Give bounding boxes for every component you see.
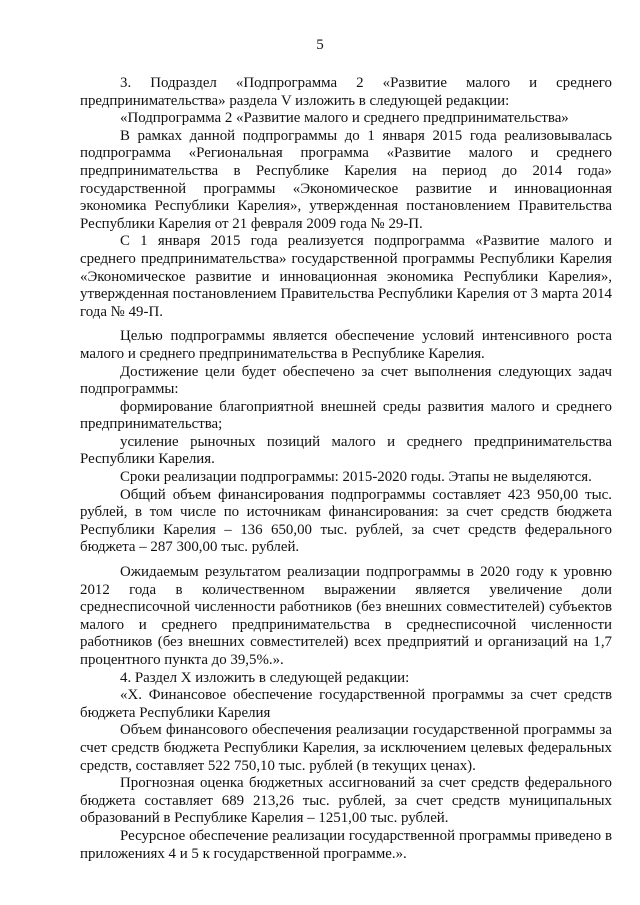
paragraph-task-1: формирование благоприятной внешней среды развития малого и среднего предпринимательства; bbox=[80, 398, 612, 433]
paragraph-section-3: 3. Подраздел «Подпрограмма 2 «Развитие малого и среднего предпринимательства» раздела V изложить в следующей редакции: bbox=[80, 75, 612, 109]
paragraph-section-x-title: «X. Финансовое обеспечение государственной программы за счет средств бюджета Республики Карелия bbox=[80, 687, 612, 721]
paragraph-resource-support: Ресурсное обеспечение реализации государственной программы приведено в приложениях 4 и 5 к государственной программе.». bbox=[80, 827, 612, 862]
paragraph-federal-estimate: Прогнозная оценка бюджетных ассигнований за счет средств федерального бюджета составляет 689 213,26 тыс. рублей, за счет средств муниципальных образований в Республике Карелия – 1251,00 тыс. рублей. bbox=[80, 775, 612, 827]
paragraph-history: В рамках данной подпрограммы до 1 января 2015 года реализовывалась подпрограмма «Региональная программа «Развитие малого и среднего предпринимательства в Республике Карелия на период до 2014 года» государственной программы «Экономическое развитие и инновационная экономика Республики Карелия», утвержденная постановлением Правительства Республики Карелия от 21 февраля 2009 года № 29-П. bbox=[80, 127, 612, 232]
paragraph-section-4: 4. Раздел X изложить в следующей редакции: bbox=[120, 669, 410, 686]
paragraph-funding-volume: Объем финансового обеспечения реализации государственной программы за счет средств бюджета Республики Карелия, за исключением целевых федеральных средств, составляет 522 750,10 тыс. рублей (в текущих ценах). bbox=[80, 722, 612, 774]
paragraph-current-subprogram: С 1 января 2015 года реализуется подпрограмма «Развитие малого и среднего предпринимательства» государственной программы Республики Карелия «Экономическое развитие и инновационная экономика Республики Карелия», утвержденная постановлением Правительства Республики Карелия от 3 марта 2014 года № 49-П. bbox=[80, 233, 612, 320]
paragraph-goal: Целью подпрограммы является обеспечение условий интенсивного роста малого и среднего предпринимательства в Республике Карелия. bbox=[80, 328, 612, 362]
page-number: 5 bbox=[316, 37, 324, 53]
paragraph-expected-result: Ожидаемым результатом реализации подпрограммы в 2020 году к уровню 2012 года в количественном выражении является увеличение доли среднесписочной численности работников (без внешних совместителей) субъектов малого и среднего предпринимательства в среднесписочной численности работников (без внешних совместителей) всех предприятий и организаций на 1,7 процентного пункта до 39,5%.». bbox=[80, 564, 612, 668]
paragraph-timeline: Сроки реализации подпрограммы: 2015-2020 годы. Этапы не выделяются. bbox=[120, 469, 592, 486]
paragraph-task-2: усиление рыночных позиций малого и среднего предпринимательства Республики Карелия. bbox=[80, 433, 612, 468]
paragraph-subprogram-title: «Подпрограмма 2 «Развитие малого и среднего предпринимательства» bbox=[120, 110, 569, 127]
document-body bbox=[80, 75, 612, 863]
paragraph-tasks-intro: Достижение цели будет обеспечено за счет выполнения следующих задач подпрограммы: bbox=[80, 363, 612, 398]
paragraph-financing: Общий объем финансирования подпрограммы составляет 423 950,00 тыс. рублей, в том числе по источникам финансирования: за счет средств бюджета Республики Карелия – 136 650,00 тыс. рублей, за счет средств федерального бюджета – 287 300,00 тыс. рублей. bbox=[80, 486, 612, 556]
